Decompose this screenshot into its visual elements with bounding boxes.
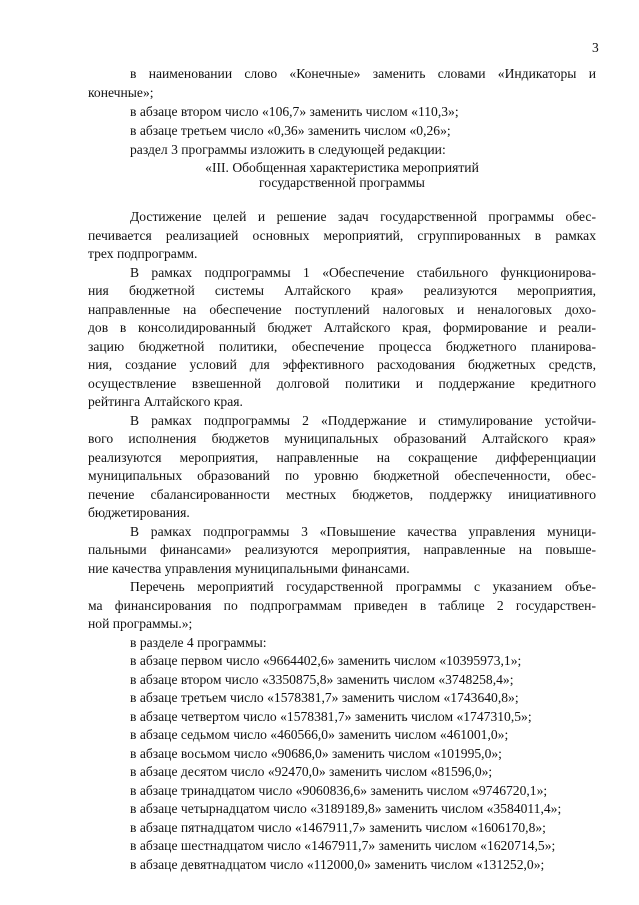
text-line: в абзаце шестнадцатом число «1467911,7» заменить числом «1620714,5»;: [130, 838, 556, 853]
section-heading-line: «III. Обобщенная характеристика мероприятий: [205, 160, 479, 175]
text-line: в абзаце четвертом число «1578381,7» заменить числом «1747310,5»;: [130, 709, 532, 724]
text-line: ния, создание условий для эффективного расходования бюджетных средств,: [88, 357, 596, 372]
text-line: в абзаце четырнадцатом число «3189189,8» заменить числом «3584011,4»;: [130, 801, 562, 816]
text-line: Перечень мероприятий государственной программы с указанием объе-: [130, 579, 596, 594]
text-line: бюджетирования.: [88, 505, 190, 520]
text-line: ма финансирования по подпрограммам приведен в таблице 2 государствен-: [88, 598, 596, 613]
page-number: 3: [592, 40, 599, 55]
text-line: дов в консолидированный бюджет Алтайского края, формирование и реали-: [88, 320, 596, 335]
text-line: зацию бюджетной политики, обеспечение процесса бюджетного планирова-: [88, 339, 596, 354]
text-line: в абзаце втором число «106,7» заменить числом «110,3»;: [130, 104, 459, 119]
text-line: В рамках подпрограммы 2 «Поддержание и стимулирование устойчи-: [130, 413, 596, 428]
section-heading-line: государственной программы: [259, 175, 425, 190]
text-line: в абзаце тринадцатом число «9060836,6» заменить числом «9746720,1»;: [130, 783, 548, 798]
text-line: в абзаце десятом число «92470,0» заменить числом «81596,0»;: [130, 764, 493, 779]
text-line: в абзаце девятнадцатом число «112000,0» заменить числом «131252,0»;: [130, 857, 545, 872]
text-line: в абзаце третьем число «1578381,7» заменить числом «1743640,8»;: [130, 690, 519, 705]
text-line: направленные на обеспечение поступлений налоговых и неналоговых дохо-: [88, 302, 596, 317]
text-line: реализуются мероприятия, направленные на сокращение дифференциации: [88, 450, 596, 465]
text-line: раздел 3 программы изложить в следующей редакции:: [130, 142, 446, 157]
text-line: в абзаце втором число «3350875,8» заменить числом «3748258,4»;: [130, 672, 514, 687]
text-line: в абзаце пятнадцатом число «1467911,7» заменить числом «1606170,8»;: [130, 820, 546, 835]
text-line: в абзаце первом число «9664402,6» заменить числом «10395973,1»;: [130, 653, 522, 668]
text-line: муниципальных образований по уровню бюджетной обеспеченности, обес-: [88, 468, 596, 483]
text-line: ние качества управления муниципальными финансами.: [88, 561, 410, 576]
text-line: конечные»;: [88, 85, 154, 100]
text-line: печивается реализацией основных мероприятий, сгруппированных в рамках: [88, 228, 596, 243]
text-line: в наименовании слово «Конечные» заменить словами «Индикаторы и: [130, 66, 596, 81]
text-line: трех подпрограмм.: [88, 246, 198, 261]
text-line: печение сбалансированности местных бюджетов, поддержку инициативного: [88, 487, 596, 502]
text-line: рейтинга Алтайского края.: [88, 394, 243, 409]
text-line: в абзаце седьмом число «460566,0» заменить числом «461001,0»;: [130, 727, 509, 742]
text-line: Достижение целей и решение задач государственной программы обес-: [130, 209, 596, 224]
text-line: осуществление взвешенной долговой политики и поддержание кредитного: [88, 376, 596, 391]
text-line: пальными финансами» реализуются мероприятия, направленные на повыше-: [88, 542, 596, 557]
text-line: В рамках подпрограммы 3 «Повышение качества управления муници-: [130, 524, 596, 539]
text-line: в абзаце восьмом число «90686,0» заменить числом «101995,0»;: [130, 746, 502, 761]
text-line: в разделе 4 программы:: [130, 635, 267, 650]
text-line: В рамках подпрограммы 1 «Обеспечение стабильного функционирова-: [130, 265, 596, 280]
text-line: ния бюджетной системы Алтайского края» реализуются мероприятия,: [88, 283, 596, 298]
text-line: ной программы.»;: [88, 616, 193, 631]
text-line: вого исполнения бюджетов муниципальных образований Алтайского края»: [88, 431, 596, 446]
text-line: в абзаце третьем число «0,36» заменить числом «0,26»;: [130, 123, 451, 138]
